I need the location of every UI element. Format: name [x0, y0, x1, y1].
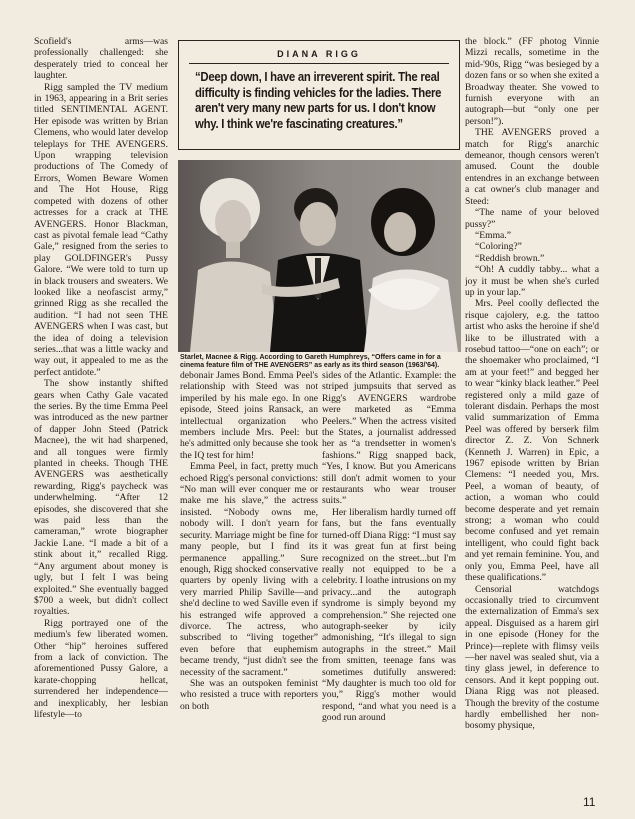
column1-paragraph: Rigg portrayed one of the medium's few liberated women. Other “hip” heroines suffered from a lack of conviction. The aforementioned Pussy Galore, a karate-chopping hellcat, surrendered her independence—and inexplicably, her lesbian lifestyle—to	[34, 617, 168, 720]
column1-paragraph: Scofield's arms—was professionally challenged: she desperately tried to conceal her laughter.	[34, 36, 168, 82]
dialog-exchange	[465, 207, 599, 298]
column2-paragraph: She was an outspoken feminist who resisted a truce with reporters on both	[180, 677, 318, 712]
article-column-1	[34, 36, 168, 796]
dialog-line: “Emma.”	[475, 229, 511, 241]
dialog-line: “Reddish brown.”	[475, 252, 545, 264]
dialog-line: “Oh! A cuddly tabby... what a joy it must be when she's curled up in your lap.”	[465, 264, 599, 298]
article-column-3	[322, 370, 456, 800]
column2-paragraph: Emma Peel, in fact, pretty much echoed Rigg's personal convictions: “No man will ever conquer me or make me his slave,” the actress insisted. “Nobody owns me, nobody will. I don't yearn for security. Marriage might be fine for many people, but I find its permanence appalling.” Sure enough, Rigg shocked conservative quarters by openly living with a very married Philip Saville—and she'd decline to wed Saville even if his estranged wife approved a divorce. The actress, who subscribed to “living together” even before that euphemism became trendy, “just didn't see the necessity of the sacrament.”	[180, 461, 318, 678]
column4-paragraph: THE AVENGERS proved a match for Rigg's anarchic demeanor, though censors weren't amused. Count the double entendres in an exchange between a cat owner's club manager and Steed:	[465, 127, 599, 207]
dialog-line: “Coloring?”	[475, 241, 522, 253]
column4-paragraph: Mrs. Peel coolly deflected the risque cajolery, e.g. the tattoo artist who asks the heroine if she'd like to be illustrated with a rosebud tattoo—“one on each”; or the shoemaker who proclaimed, “I am at your feet!” and begged her to wear “kinky black leather.” Peel registered only a mild gaze of tolerant disdain. Perhaps the most valid summarization of Emma Peel was offered by berserk film director Z. Z. Von Schnerk (Kenneth J. Warren) in Epic, a 1967 episode written by Brian Clemens: “I needed you, Mrs. Peel, a woman of beauty, of action, a woman who could become desperate and yet remain strong; a woman who could become confused and yet remain intelligent, who could fight back and yet remain feminine. You, and only you, Emma Peel, have all these qualifications.”	[465, 298, 599, 584]
avengers-photo	[178, 160, 461, 352]
pull-quote-box	[178, 40, 460, 150]
article-column-2	[180, 370, 318, 800]
page-number: 11	[583, 795, 596, 809]
column3-paragraph: sides of the Atlantic. Example: the striped jumpsuits that served as Rigg's AVENGERS wardrobe were marketed as “Emma Peelers.” When the actress visited the States, a journalist addressed her as “a trendsetter in women's fashions.” Rigg snapped back, “Yes, I know. But you Americans still don't admit women to your restaurants who wear trouser suits.”	[322, 370, 456, 507]
pull-quote-text: “Deep down, I have an irreverent spirit. The real difficulty is finding vehicles for the ladies. There aren't very many new parts for us. I don't know why. I think we're fascinating creatures.”	[195, 69, 442, 131]
column2-paragraph: debonair James Bond. Emma Peel's relationship with Steed was not imperiled by his male ego. In one episode, Steed joins Ransack, an intellectual organization who members include Mrs. Peel: but he's admitted only because she took the IQ test for him!	[180, 370, 318, 461]
column3-paragraph: Her liberalism hardly turned off fans, but the fans eventually turned-off Diana Rigg: “I must say it was great fun at first being recognized on the street...but I'm really not equipped to be a celebrity. I loathe intrusions on my privacy...and the autograph syndrome is simply beyond my comprehension.” She rejected one autograph-seeker by icily admonishing, “It's illegal to sign autographs in the street.” Mail from smitten, teenage fans was sometimes dutifully answered: “My daughter is much too old for you,” Rigg's mother would respond, “and what you need is a good run around	[322, 506, 456, 724]
photo-illustration	[178, 160, 461, 352]
column4-paragraph: the block.” (FF photog Vinnie Mizzi recalls, sometime in the mid-'90s, Rigg “was besieged by a dozen fans or so when she exited a Broadway theater. She vowed to furnish everyone with an autograph—but “only one per person!”).	[465, 36, 599, 127]
column1-paragraph: Rigg sampled the TV medium in 1963, appearing in a Brit series titled SENTIMENTAL AGENT. Her episode was written by Brian Clemens, who would later develop teleplays for THE AVENGERS. Upon wrapping television productions of The Comedy of Errors, Women Beware Women and The Hot House, Rigg competed with dozens of other actresses for a crack at THE AVENGERS. Honor Blackman, cast as pivotal female lead “Cathy Gale,” resigned from the series to play GOLDFINGER's Pussy Galore. “We were told to turn up in black trousers and sweaters. We looked like a neofascist army,” grinned Rigg as she recalled the audition. “I had not seen THE AVENGERS when I was cast, but the idea of doing a television series...that was a little wacky and way out, it appealed to me as the perfect antidote.”	[34, 81, 168, 378]
photo-caption: Starlet, Macnee & Rigg. According to Gareth Humphreys, “Offers came in for a cinema feature film of THE AVENGERS” as early as its third season (1963/'64).	[180, 354, 441, 370]
kicker-rule	[189, 63, 449, 64]
column1-paragraph: The show instantly shifted gears when Cathy Gale vacated the series. By the time Emma Peel was introduced as the new partner of dapper John Steed (Patrick Macnee), the wit had sharpened, and all tongues were firmly planted in cheeks. Though THE AVENGERS was aesthetically rewarding, Rigg's paycheck was underwhelming. “After 12 episodes, she discovered that she was paid less than the cameraman,” wrote biographer Jackie Lane. “I made a bit of a stink about it,” recalled Rigg. “Any argument about money is ugly, but I felt I was being exploited.” She eventually bagged $700 a week, but didn't collect royalties.	[34, 378, 168, 618]
dialog-line: “The name of your beloved pussy?”	[465, 207, 599, 230]
column4-paragraph: Censorial watchdogs occasionally tried to circumvent the externalization of Emma's sex appeal. Disguised as a harem girl in one episode (Honey for the Prince)—replete with flimsy veils—her navel was sealed shut, via a tiny glass jewel, in deference to censors. And it kept popping out. Diana Rigg was not pleased. Though the brevity of the costume hardly embellished her non-bosomy physique,	[465, 583, 599, 732]
article-column-4	[465, 36, 599, 801]
pull-quote-kicker: DIANA RIGG	[277, 49, 361, 59]
